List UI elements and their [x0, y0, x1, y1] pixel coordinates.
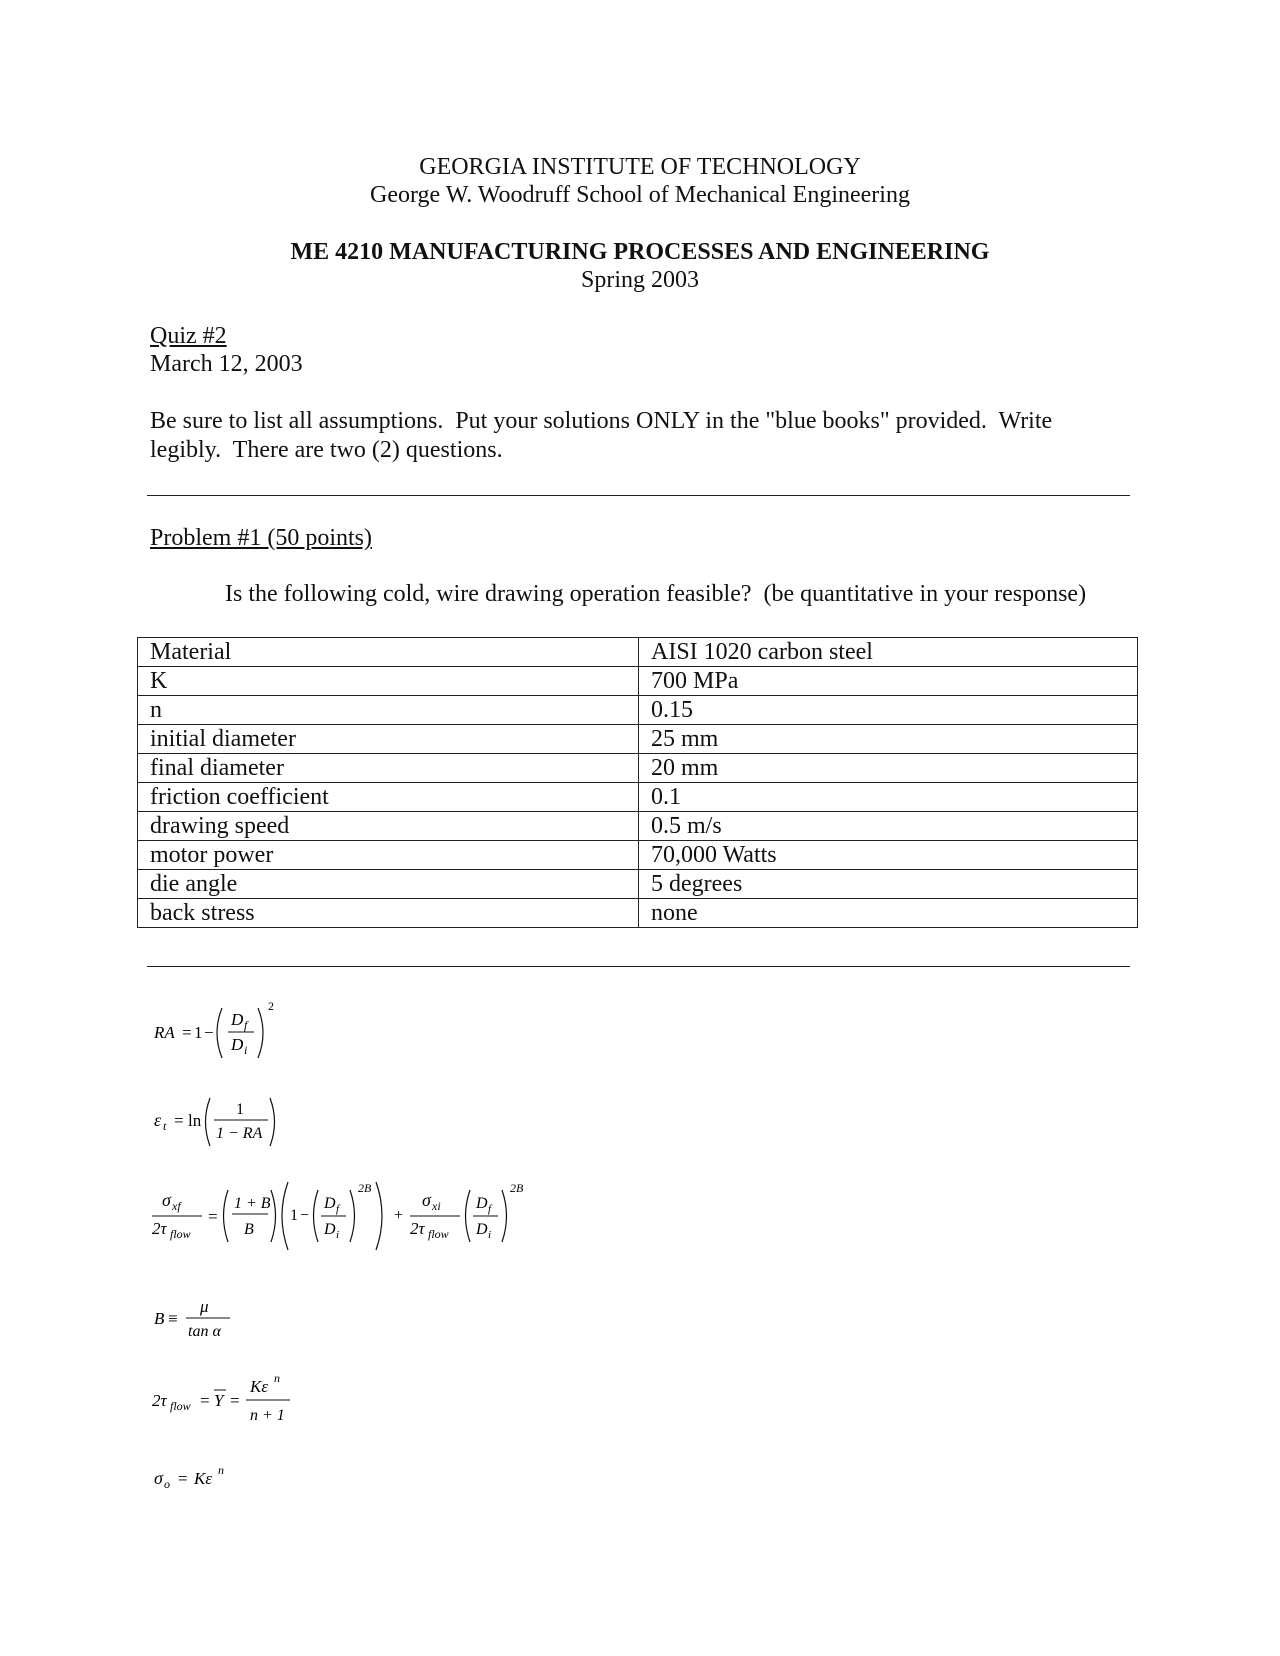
- property-value: none: [639, 899, 1138, 928]
- table-row: [138, 754, 1138, 783]
- eq-text: ε: [154, 1110, 162, 1130]
- equation-yield: [150, 1458, 270, 1503]
- property-label: friction coefficient: [138, 783, 639, 812]
- eq-text: 1: [236, 1101, 244, 1118]
- svg-text:=: =: [208, 1207, 218, 1226]
- svg-text:−: −: [300, 1207, 310, 1224]
- equation-draw-stress: [150, 1178, 550, 1263]
- eq-text: B: [154, 1309, 165, 1328]
- eq-text: n: [274, 1371, 280, 1385]
- eq-text: D: [231, 1010, 244, 1029]
- eq-text: 2B: [510, 1181, 524, 1195]
- svg-text:+: +: [394, 1207, 404, 1224]
- eq-text: n: [218, 1463, 224, 1477]
- institution-heading: GEORGIA INSTITUTE OF TECHNOLOGY: [419, 154, 861, 180]
- equation-true-strain: [150, 1092, 300, 1157]
- eq-text: i: [244, 1043, 248, 1057]
- eq-text: 1: [290, 1207, 298, 1224]
- table-row: [138, 667, 1138, 696]
- property-value: 20 mm: [639, 754, 1138, 783]
- eq-text: 1 − RA: [216, 1125, 263, 1142]
- eq-text: 2B: [358, 1181, 372, 1195]
- svg-text:=: =: [178, 1469, 188, 1488]
- problem-1-question: Is the following cold, wire drawing operation feasible? (be quantitative in your response): [225, 581, 1087, 607]
- divider-bottom: [147, 966, 1130, 967]
- eq-text: t: [163, 1119, 167, 1133]
- eq-text: μ: [200, 1297, 209, 1316]
- property-value: AISI 1020 carbon steel: [639, 638, 1138, 667]
- eq-text: D: [476, 1195, 488, 1212]
- property-value: 0.15: [639, 696, 1138, 725]
- instructions-line-1: Be sure to list all assumptions. Put your solutions ONLY in the "blue books" provided. Write: [150, 408, 1053, 434]
- eq-text: i: [336, 1229, 340, 1241]
- property-label: final diameter: [138, 754, 639, 783]
- eq-text: 2τ: [152, 1391, 167, 1410]
- eq-text: D: [231, 1035, 244, 1054]
- property-label: initial diameter: [138, 725, 639, 754]
- eq-text: xf: [172, 1199, 181, 1213]
- svg-text:≡: ≡: [168, 1309, 178, 1328]
- eq-text: B: [244, 1221, 254, 1238]
- eq-text: ln: [188, 1111, 202, 1130]
- quiz-date: March 12, 2003: [150, 351, 303, 377]
- svg-text:=: =: [230, 1391, 240, 1410]
- property-label: die angle: [138, 870, 639, 899]
- eq-text: σ: [422, 1190, 431, 1210]
- eq-text: flow: [428, 1227, 449, 1241]
- table-row: [138, 841, 1138, 870]
- instructions-line-2: legibly. There are two (2) questions.: [150, 437, 503, 463]
- svg-text:=: =: [200, 1391, 210, 1410]
- eq-text: xi: [432, 1199, 441, 1213]
- table-row: [138, 696, 1138, 725]
- property-label: n: [138, 696, 639, 725]
- eq-text: 2: [268, 999, 274, 1013]
- equation-reduction-area: [150, 998, 290, 1073]
- school-heading: George W. Woodruff School of Mechanical Engineering: [370, 182, 910, 208]
- property-label: drawing speed: [138, 812, 639, 841]
- property-value: 0.5 m/s: [639, 812, 1138, 841]
- property-value: 0.1: [639, 783, 1138, 812]
- eq-text: 1 + B: [234, 1195, 271, 1212]
- property-value: 700 MPa: [639, 667, 1138, 696]
- eq-text: Y: [214, 1391, 224, 1410]
- table-row: [138, 638, 1138, 667]
- material-properties-table: [137, 637, 1138, 928]
- svg-text:−: −: [204, 1023, 214, 1042]
- table-row: [138, 870, 1138, 899]
- table-row: [138, 725, 1138, 754]
- property-label: Material: [138, 638, 639, 667]
- eq-text: D: [476, 1221, 488, 1238]
- svg-text:=: =: [182, 1023, 192, 1042]
- term-label: Spring 2003: [580, 267, 699, 293]
- eq-text: i: [488, 1229, 492, 1241]
- svg-text:=: =: [174, 1111, 184, 1130]
- equation-flow-stress: [150, 1370, 330, 1435]
- property-label: K: [138, 667, 639, 696]
- eq-text: n + 1: [250, 1407, 285, 1424]
- eq-text: Kε: [250, 1377, 269, 1396]
- property-value: 70,000 Watts: [639, 841, 1138, 870]
- table-row: [138, 899, 1138, 928]
- table-row: [138, 783, 1138, 812]
- quiz-title: Quiz #2: [150, 323, 227, 349]
- eq-text: RA: [154, 1023, 175, 1042]
- eq-text: f: [488, 1203, 492, 1215]
- property-label: back stress: [138, 899, 639, 928]
- eq-text: σ: [154, 1468, 163, 1488]
- course-title: ME 4210 MANUFACTURING PROCESSES AND ENGINEERING: [290, 239, 990, 265]
- divider-top: [147, 495, 1130, 496]
- eq-text: flow: [170, 1399, 191, 1413]
- eq-text: Kε: [194, 1469, 213, 1488]
- eq-text: 1: [194, 1023, 203, 1042]
- table-row: [138, 812, 1138, 841]
- eq-text: tan α: [188, 1323, 221, 1340]
- property-value: 5 degrees: [639, 870, 1138, 899]
- eq-text: flow: [170, 1227, 191, 1241]
- problem-1-title: Problem #1 (50 points): [150, 525, 372, 551]
- eq-text: f: [336, 1203, 340, 1215]
- eq-text: D: [324, 1195, 336, 1212]
- eq-text: σ: [162, 1190, 171, 1210]
- eq-text: f: [244, 1018, 248, 1032]
- eq-text: o: [164, 1477, 170, 1491]
- eq-text: 2τ: [152, 1219, 167, 1238]
- property-value: 25 mm: [639, 725, 1138, 754]
- equation-b-definition: [150, 1290, 270, 1351]
- property-label: motor power: [138, 841, 639, 870]
- eq-text: 2τ: [410, 1219, 425, 1238]
- eq-text: D: [324, 1221, 336, 1238]
